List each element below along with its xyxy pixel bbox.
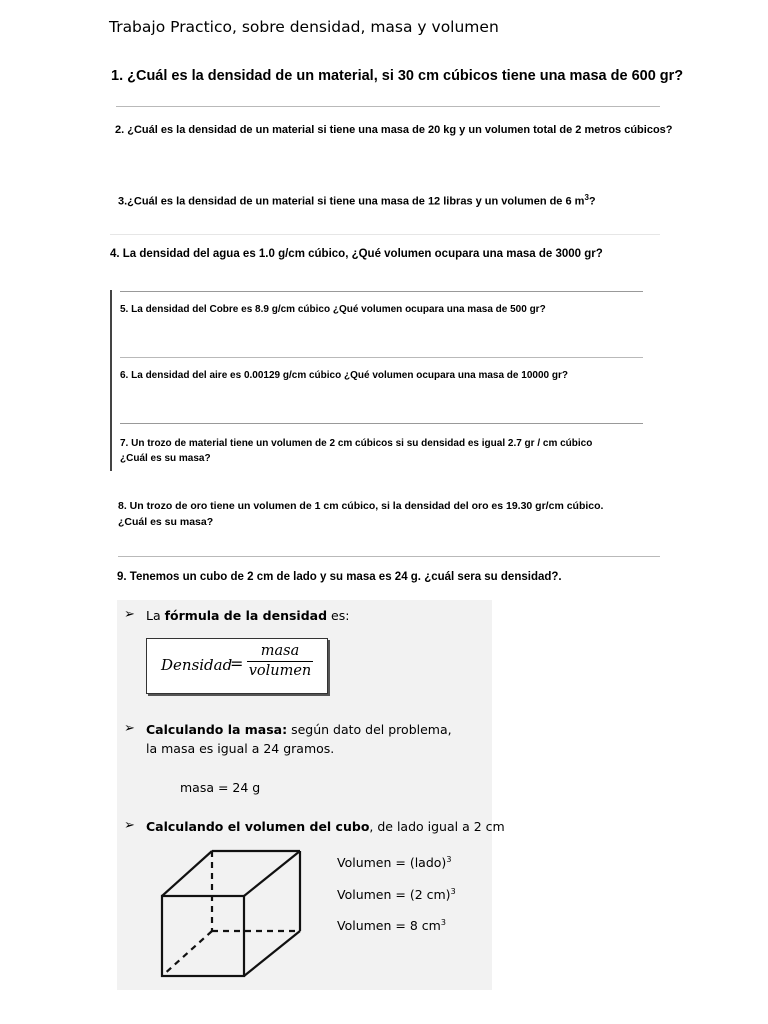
formula-denominator: volumen	[248, 663, 312, 679]
question-9: 9. Tenemos un cubo de 2 cm de lado y su masa es 24 g. ¿cuál sera su densidad?.	[117, 571, 562, 583]
cube-diagram	[150, 846, 310, 981]
formula-lhs: Densidad	[161, 656, 233, 674]
formula-intro: La fórmula de la densidad es:	[146, 608, 350, 623]
divider	[110, 234, 660, 235]
formula-fraction	[247, 643, 313, 679]
volume-result: Volumen = 8 $cm^3$	[337, 918, 446, 934]
question-7: 7. Un trozo de material tiene un volumen de 2 cm cúbicos si su densidad es igual 2.7 gr / cm cúbico ¿Cuál es su masa?	[120, 438, 593, 464]
density-formula	[146, 638, 328, 694]
cube-hidden-edge	[162, 931, 212, 976]
formula-numerator: masa	[247, 643, 313, 662]
bullet-arrow-icon: ➢	[124, 720, 135, 735]
answer-line	[120, 291, 643, 292]
volume-heading: Calculando el volumen del cubo, de lado igual a 2 cm	[146, 819, 505, 834]
answer-line	[116, 106, 660, 107]
question-1: 1. ¿Cuál es la densidad de un material, si 30 cm cúbicos tiene una masa de 600 gr?	[111, 68, 684, 84]
question-8: 8. Un trozo de oro tiene un volumen de 1 cm cúbico, si la densidad del oro es 19.30 gr/cm cúbico. ¿Cuál es su masa?	[118, 500, 604, 528]
cube-edge	[162, 851, 212, 896]
question-5: 5. La densidad del Cobre es 8.9 g/cm cúbico ¿Qué volumen ocupara una masa de 500 gr?	[120, 304, 546, 315]
question-2: 2. ¿Cuál es la densidad de un material si tiene una masa de 20 kg y un volumen total de 2 metros cúbicos?	[115, 124, 673, 136]
cube-edge	[244, 931, 300, 976]
bullet-arrow-icon: ➢	[124, 606, 135, 621]
question-6: 6. La densidad del aire es 0.00129 g/cm cúbico ¿Qué volumen ocupara una masa de 10000 gr?	[120, 370, 568, 381]
cube-front-face	[162, 896, 244, 976]
cube-edge	[244, 851, 300, 896]
question-3: 3.¿Cuál es la densidad de un material si tiene una masa de 12 libras y un volumen de 6 $m^3$?	[118, 193, 596, 208]
formula-equals: =	[230, 654, 244, 673]
answer-line	[118, 556, 660, 557]
page-title: Trabajo Practico, sobre densidad, masa y volumen	[109, 18, 499, 36]
mass-explanation: la masa es igual a 24 gramos.	[146, 741, 335, 756]
answer-line	[120, 423, 643, 424]
question-4: 4. La densidad del agua es 1.0 g/cm cúbico, ¿Qué volumen ocupara una masa de 3000 gr?	[110, 248, 603, 260]
answer-line	[120, 357, 643, 358]
volume-substitution: Volumen = (2 cm)$^3$	[337, 887, 456, 903]
volume-formula: Volumen = (lado)$^3$	[337, 855, 452, 871]
mass-value: masa = 24 g	[180, 780, 261, 795]
mass-heading: Calculando la masa: según dato del problema,	[146, 722, 452, 737]
margin-rule	[110, 290, 112, 471]
bullet-arrow-icon: ➢	[124, 817, 135, 832]
